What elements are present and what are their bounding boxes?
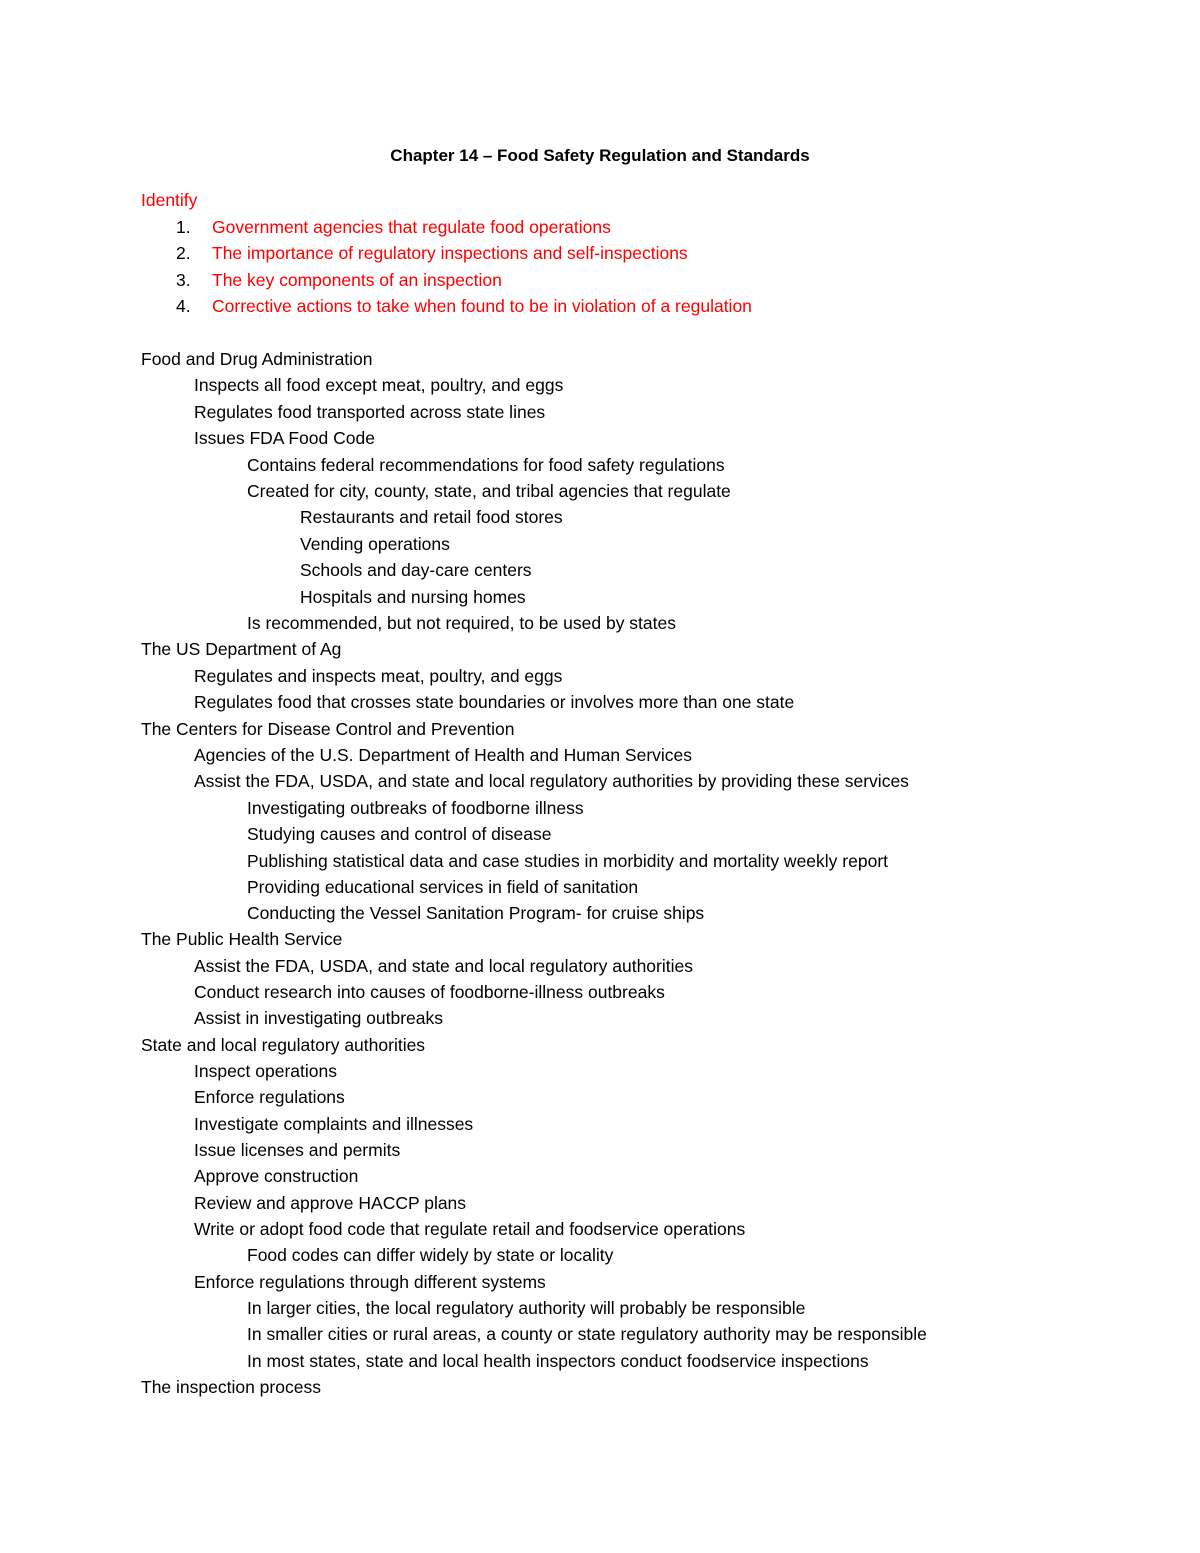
outline-subitem: Is recommended, but not required, to be used by states bbox=[247, 613, 676, 633]
section-heading: The Centers for Disease Control and Prevention bbox=[141, 719, 515, 739]
outline-subitem: Publishing statistical data and case studies in morbidity and mortality weekly report bbox=[247, 851, 889, 871]
outline-subitem: In smaller cities or rural areas, a county or state regulatory authority may be responsible bbox=[247, 1324, 927, 1344]
objective-item bbox=[176, 293, 752, 319]
outline-subitem: In larger cities, the local regulatory authority will probably be responsible bbox=[247, 1298, 806, 1318]
objective-text: Corrective actions to take when found to be in violation of a regulation bbox=[212, 296, 752, 316]
outline-subitem: Contains federal recommendations for food safety regulations bbox=[247, 455, 725, 475]
objective-number: 3. bbox=[176, 270, 191, 290]
outline-subitem: In most states, state and local health inspectors conduct foodservice inspections bbox=[247, 1351, 869, 1371]
outline-subitem: Investigating outbreaks of foodborne illness bbox=[247, 798, 584, 818]
outline-item: Assist in investigating outbreaks bbox=[194, 1008, 444, 1028]
outline-subsubitem: Schools and day-care centers bbox=[300, 560, 532, 580]
outline-item: Assist the FDA, USDA, and state and local regulatory authorities bbox=[194, 956, 693, 976]
objective-text: Government agencies that regulate food operations bbox=[212, 217, 611, 237]
objective-text: The key components of an inspection bbox=[212, 270, 502, 290]
section-heading: Food and Drug Administration bbox=[141, 349, 373, 369]
objective-number: 4. bbox=[176, 296, 191, 316]
outline-subsubitem: Hospitals and nursing homes bbox=[300, 587, 526, 607]
page-title: Chapter 14 – Food Safety Regulation and Standards bbox=[390, 146, 810, 165]
objective-number: 1. bbox=[176, 217, 191, 237]
outline-item: Regulates food transported across state lines bbox=[194, 402, 546, 422]
outline-item: Assist the FDA, USDA, and state and local regulatory authorities by providing these services bbox=[194, 771, 909, 791]
outline-subitem: Providing educational services in field of sanitation bbox=[247, 877, 639, 897]
outline-item: Review and approve HACCP plans bbox=[194, 1193, 467, 1213]
outline-item: Regulates and inspects meat, poultry, and eggs bbox=[194, 666, 563, 686]
objective-number: 2. bbox=[176, 243, 191, 263]
outline-item: Conduct research into causes of foodborne-illness outbreaks bbox=[194, 982, 665, 1002]
objective-item bbox=[176, 240, 688, 266]
section-heading: The US Department of Ag bbox=[141, 639, 342, 659]
outline-subitem: Food codes can differ widely by state or locality bbox=[247, 1245, 614, 1265]
section-heading: The Public Health Service bbox=[141, 929, 343, 949]
outline-item: Agencies of the U.S. Department of Health and Human Services bbox=[194, 745, 693, 765]
section-heading: State and local regulatory authorities bbox=[141, 1035, 426, 1055]
outline-item: Approve construction bbox=[194, 1166, 359, 1186]
outline-subitem: Studying causes and control of disease bbox=[247, 824, 552, 844]
outline-item: Inspects all food except meat, poultry, and eggs bbox=[194, 375, 564, 395]
objective-item bbox=[176, 267, 502, 293]
identify-heading: Identify bbox=[141, 190, 198, 210]
outline-item: Enforce regulations bbox=[194, 1087, 345, 1107]
outline-item: Regulates food that crosses state boundaries or involves more than one state bbox=[194, 692, 795, 712]
outline-subsubitem: Vending operations bbox=[300, 534, 450, 554]
section-heading: The inspection process bbox=[141, 1377, 321, 1397]
outline-item: Issues FDA Food Code bbox=[194, 428, 375, 448]
outline-item: Issue licenses and permits bbox=[194, 1140, 401, 1160]
outline-subsubitem: Restaurants and retail food stores bbox=[300, 507, 563, 527]
outline-item: Write or adopt food code that regulate retail and foodservice operations bbox=[194, 1219, 746, 1239]
outline-item: Inspect operations bbox=[194, 1061, 338, 1081]
objective-item bbox=[176, 214, 611, 240]
outline-subitem: Conducting the Vessel Sanitation Program- for cruise ships bbox=[247, 903, 705, 923]
outline-item: Investigate complaints and illnesses bbox=[194, 1114, 474, 1134]
objective-text: The importance of regulatory inspections and self-inspections bbox=[212, 243, 688, 263]
outline-subitem: Created for city, county, state, and tribal agencies that regulate bbox=[247, 481, 731, 501]
outline-item: Enforce regulations through different systems bbox=[194, 1272, 546, 1292]
